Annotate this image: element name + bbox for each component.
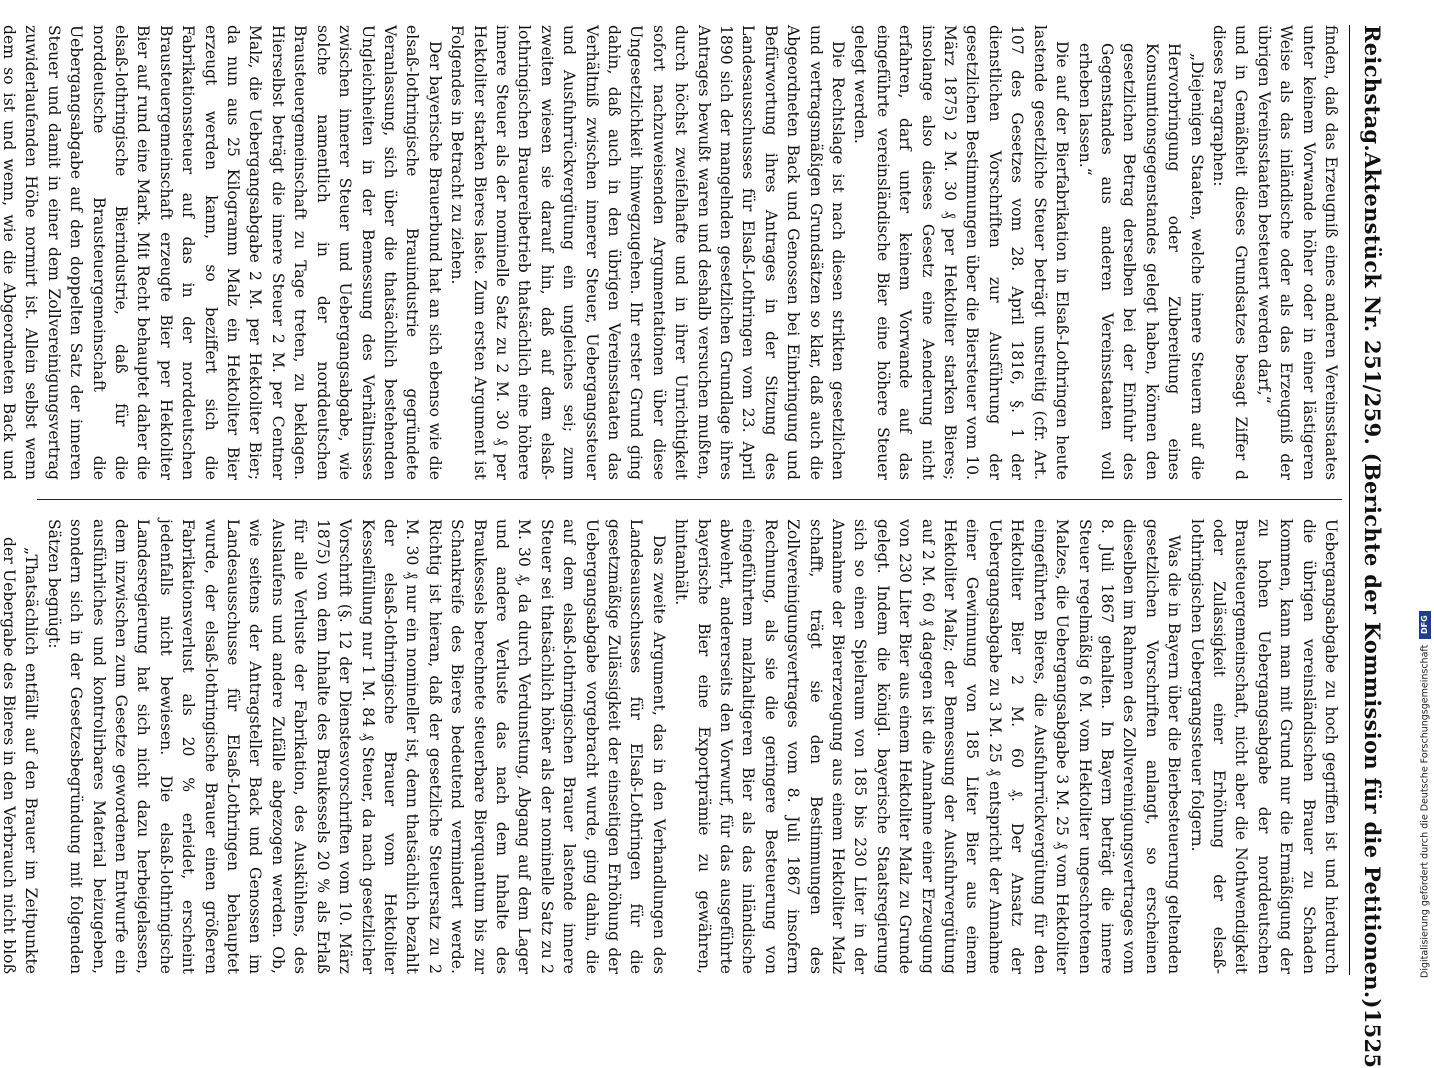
right-column: [0, 519, 1342, 974]
rotated-page: [0, 25, 1390, 1068]
page-number: 1525: [1360, 1008, 1386, 1068]
paragraph: Die Rechtslage ist nach diesen strikten gesetzlichen und vertragsmäßigen Grundsätzen so klar, daß auch die Abgeordneten Back und Genossen bei Einbringung und Befürwortung ihres Antrages in der Sitzung des Landesausschusses für Elsaß-Lothringen vom 23. April 1890 sich der mangelnden gesetzlichen Grundlage ihres Antrages bewußt waren und deshalb versuchen mußten, durch höchst zweifelhafte und in ihrer Unrichtigkeit sofort nachzuweisenden Argumentationen über diese Ungesetzlichkeit hinwegzugehen. Ihr erster Grund ging dahin, daß auch in den übrigen Vereinsstaaten das Verhältniß zwischen innerer Steuer, Uebergangssteuer und Ausfuhrrückvergütung ein ungleiches sei; zum zweiten wiesen sie darauf hin, daß auf dem elsaß-lothringischen Brauereibetrieb thatsächlich eine höhere innere Steuer als der nominelle Satz zu 2 M. 30 ₰ per Hektoliter starken Bieres laste. Zum ersten Argument ist Folgendes in Betracht zu ziehen.: [448, 25, 848, 480]
paragraph: Was die in Bayern über die Bierbesteuerung geltenden gesetzlichen Vorschriften anlangt, so erscheinen dieselben im Rahmen des Zollvereinigungsvertrages vom 8. Juli 1867 gehalten. In Bayern beträgt die innere Steuer regelmäßig 6 M. vom Hektoliter ungeschrotenen Malzes, die Uebergangsabgabe 3 M. 25 ₰ vom Hektoliter eingeführten Bieres, die Ausfuhrrückvergütung für den Hektoliter Bier 2 M. 60 ₰. Der Ansatz der Uebergangsabgabe zu 3 M. 25 ₰ entspricht der Annahme einer Gewinnung von 185 Liter Bier aus einem Hektoliter Malz; der Bemessung der Ausfuhrvergütung auf 2 M. 60 ₰ dagegen ist die Annahme einer Erzeugung von 230 Liter Bier aus einem Hektoliter Malz zu Grunde gelegt. Indem die königl. bayerische Staatsregierung sich so einen Spielraum von 185 bis 230 Liter in der Annahme der Biererzeugung aus einem Hektoliter Malz schafft, trägt sie den Bestimmungen des Zollvereinigungsvertrages vom 8. Juli 1867 insofern Rechnung, als sie die geringere Besteuerung von eingeführtem malzhaltigeren Bier als das inländische abwehrt, andererseits den Vorwurf, für das ausgeführte bayerische Bier eine Exportprämie zu gewähren, hintanhält.: [672, 519, 1184, 974]
column-divider: [37, 499, 1342, 500]
paragraph: „Diejenigen Staaten, welche innere Steuern auf die Hervorbringung oder Zubereitung eines Konsumtionsgegenstandes gelegt haben, können den gesetzlichen Betrag derselben bei der Einfuhr des Gegenstandes aus anderen Vereinsstaaten voll erheben lassen.“: [1075, 43, 1206, 480]
page-header: [1356, 25, 1390, 1068]
paragraph: finden, daß das Erzeugniß eines anderen Vereinsstaates unter keinem Vorwande höher oder in einer lästigeren Weise als das inländische oder als das Erzeugniß der übrigen Vereinsstaaten besteuert werden darf,“: [1254, 25, 1340, 480]
paragraph: Uebergangsabgabe zu hoch gegriffen ist und hierdurch die übrigen vereinsländischen Brauer zu Schaden kommen, kann man mit Grund nur die Ermäßigung der zu hohen Uebergangsabgabe der norddeutschen Brausteuergemeinschaft, nicht aber die Nothwendigkeit oder Zulässigkeit einer Erhöhung der elsaß-lothringischen Uebergangssteuer folgern.: [1187, 519, 1340, 974]
paragraph: Die auf der Bierfabrikation in Elsaß-Lothringen heute lastende gesetzliche Steuer beträgt unstreitig (cfr. Art. 107 des Gesetzes vom 28. April 1816, §. 1 der dienstlichen Vorschriften zur Ausführung der gesetzlichen Bestimmungen über die Biersteuer vom 10. März 1875) 2 M. 30 ₰ per Hektoliter starken Bieres; insolange also dieses Gesetz eine Aenderung nicht erfahren, darf unter keinem Vorwande auf das eingeführte vereinsländische Bier eine höhere Steuer gelegt werden.: [851, 25, 1072, 480]
dfg-credit: [1418, 8, 1432, 978]
header-title: Aktenstück Nr. 251/259. (Berichte der Kommission für die Petitionen.): [1360, 151, 1386, 1009]
paragraph: und in Gemäßheit dieses Grundsatzes besagt Ziffer d dieses Paragraphen:: [1209, 25, 1251, 480]
paragraph: „Thatsächlich entfällt auf den Brauer im Zeitpunkte der Uebergabe des Bieres in den Verbrauch nicht bloß: [0, 537, 41, 974]
left-column: [0, 25, 1342, 480]
paragraph: Der bayerische Brauerbund hat an sich ebenso wie die elsaß-lothringische Brauindustrie gegründete Veranlassung, sich über die thatsächlich bestehenden Ungleichheiten in der Bemessung des Verhältnisses zwischen innerer Steuer und Uebergangsabgabe, wie solche namentlich in der norddeutschen Brausteuergemeinschaft zu Tage treten, zu beklagen. Hierselbst beträgt die innere Steuer 2 M. per Centner Malz, die Uebergangsabgabe 2 M. per Hektoliter Bier; da nun aus 25 Kilogramm Malz ein Hektoliter Bier erzeugt werden kann, so beziffert sich die Fabrikationssteuer auf das in der norddeutschen Brausteuergemeinschaft erzeugte Bier per Hektoliter Bier auf rund eine Mark. Mit Recht behauptet daher die elsaß-lothringische Bierindustrie, daß für die norddeutsche Brausteuergemeinschaft die Uebergangsabgabe auf den doppelten Satz der inneren Steuer und damit in einer dem Zollvereinigungsvertrag zuwiderlaufenden Höhe normirt ist. Allein selbst wenn dem so ist und wenn, wie die Abgeordneten Back und: [0, 25, 444, 480]
paragraph: Das zweite Argument, das in den Verhandlungen des Landesausschusses für Elsaß-Lothringen für die gesetzmäßige Zulässigkeit der einseitigen Erhöhung der Uebergangsabgabe vorgebracht wurde, ging dahin, die auf dem elsaß-lothringischen Brauer lastende innere Steuer sei thatsächlich höher als der nominelle Satz zu 2 M. 30 ₰, da durch Verdunstung, Abgang auf dem Lager und andere Verluste das nach dem Inhalte des Braukessels berechnete steuerbare Bierquantum bis zur Schankreife des Bieres bedeutend vermindert werde. Richtig ist hieran, daß der gesetzliche Steuersatz zu 2 M. 30 ₰ nur ein nomineller ist, denn thatsächlich bezahlt der elsaß-lothringische Brauer vom Hektoliter Kesselfüllung nur 1 M. 84 ₰ Steuer, da nach gesetzlicher Vorschrift (§. 12 der Dienstesvorschriften vom 10. März 1875) von dem Inhalte des Braukessels 20 % als Erlaß für alle Verluste der Fabrikation, des Auskühlens, des Auslaufens und andere Zufälle abgezogen werden. Ob, wie seitens der Antragsteller Back und Genossen im Landesausschusse für Elsaß-Lothringen behauptet wurde, der elsaß-lothringische Brauer einen größeren Fabrikationsverlust als 20 % erleidet, erscheint jedenfalls nicht bewiesen. Die elsaß-lothringische Landesregierung hat sich nicht dazu herbeigelassen, dem inzwischen zum Gesetze gewordenen Entwurfe ein ausführliches und kontrolirbares Material beizugeben, sondern sich in der Gesetzesbegründung mit folgenden Sätzen begnügt:: [44, 519, 668, 974]
dfg-credit-text: Digitalisierung gefördert durch die Deutsche Forschungsgemeinschaft: [1419, 644, 1431, 978]
header-rule: [1349, 25, 1350, 975]
header-left: Reichstag.: [1360, 25, 1386, 152]
dfg-logo: DFG: [1419, 611, 1431, 639]
